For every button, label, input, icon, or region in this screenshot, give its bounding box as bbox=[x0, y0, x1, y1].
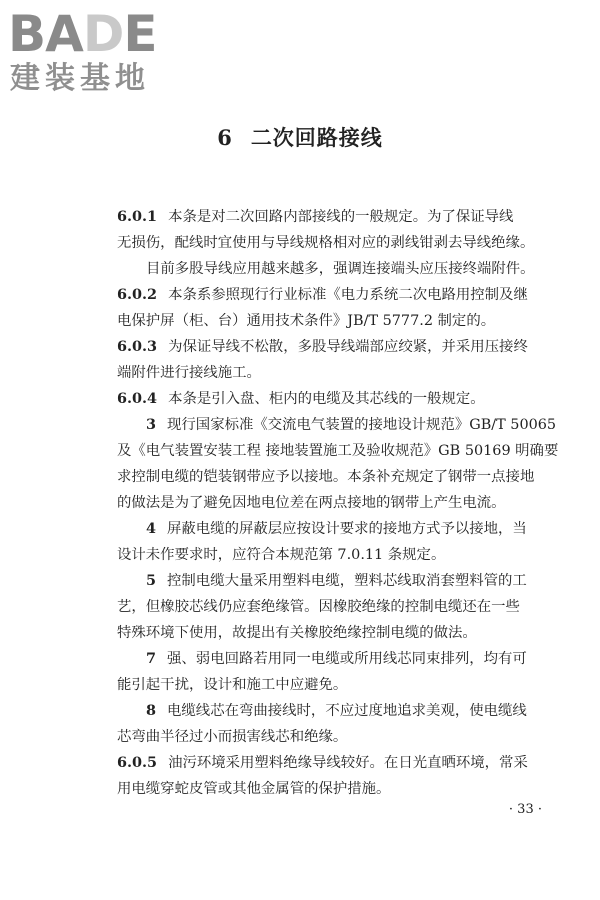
paragraph-line: 求控制电缆的铠装钢带应予以接地。本条补充规定了钢带一点接地 bbox=[117, 469, 535, 485]
chapter-number: 6 bbox=[217, 125, 233, 150]
paragraph-line: 用电缆穿蛇皮管或其他金属管的保护措施。 bbox=[117, 781, 391, 797]
paragraph-line: 芯弯曲半径过小而损害线芯和绝缘。 bbox=[117, 729, 348, 745]
paragraph-line: 设计未作要求时，应符合本规范第 7.0.11 条规定。 bbox=[117, 547, 446, 563]
body-text bbox=[117, 204, 563, 802]
logo-wordmark: BADE bbox=[8, 5, 157, 63]
paragraph-line: 3 现行国家标准《交流电气装置的接地设计规范》GB/T 50065 bbox=[146, 416, 557, 433]
paragraph-line: 8 电缆线芯在弯曲接线时，不应过度地追求美观，使电缆线 bbox=[146, 702, 527, 719]
paragraph-line: 能引起干扰，设计和施工中应避免。 bbox=[117, 677, 348, 693]
item-number: 3 bbox=[146, 416, 157, 433]
paragraph-line: 的做法是为了避免因地电位差在两点接地的钢带上产生电流。 bbox=[117, 495, 506, 511]
paragraph-line: 6.0.4 本条是引入盘、柜内的电缆及其芯线的一般规定。 bbox=[117, 390, 485, 407]
paragraph-line: 及《电气装置安装工程 接地装置施工及验收规范》GB 50169 明确要 bbox=[117, 443, 559, 459]
logo-subtitle: 建装基地 bbox=[10, 61, 150, 96]
chapter-title bbox=[0, 124, 600, 152]
paragraph-line: 无损伤，配线时宜使用与导线规格相对应的剥线钳剥去导线绝缘。 bbox=[117, 235, 535, 251]
section-number: 6.0.3 bbox=[117, 338, 158, 355]
paragraph-line: 6.0.1 本条是对二次回路内部接线的一般规定。为了保证导线 bbox=[117, 208, 514, 225]
paragraph-line: 端附件进行接线施工。 bbox=[117, 365, 261, 381]
paragraph-line: 6.0.5 油污环境采用塑料绝缘导线较好。在日光直晒环境，常采 bbox=[117, 754, 528, 771]
paragraph-line: 电保护屏（柜、台）通用技术条件》JB/T 5777.2 制定的。 bbox=[117, 313, 496, 329]
paragraph-line: 5 控制电缆大量采用塑料电缆，塑料芯线取消套塑料管的工 bbox=[146, 572, 527, 589]
paragraph-line: 目前多股导线应用越来越多，强调连接端头应压接终端附件。 bbox=[146, 261, 535, 277]
item-number: 5 bbox=[146, 572, 157, 589]
item-number: 8 bbox=[146, 702, 157, 719]
item-number: 7 bbox=[146, 650, 157, 667]
section-number: 6.0.5 bbox=[117, 754, 158, 771]
paragraph-line: 艺，但橡胶芯线仍应套绝缘管。因橡胶绝缘的控制电缆还在一些 bbox=[117, 599, 520, 615]
section-number: 6.0.2 bbox=[117, 286, 158, 303]
page-number: · 33 · bbox=[508, 802, 542, 817]
paragraph-line: 6.0.2 本条系参照现行行业标准《电力系统二次电路用控制及继 bbox=[117, 286, 528, 303]
paragraph-line: 特殊环境下使用，故提出有关橡胶绝缘控制电缆的做法。 bbox=[117, 625, 477, 641]
section-number: 6.0.4 bbox=[117, 390, 158, 407]
paragraph-line: 6.0.3 为保证导线不松散，多股导线端部应绞紧，并采用压接终 bbox=[117, 338, 528, 355]
bade-logo bbox=[8, 6, 178, 98]
item-number: 4 bbox=[146, 520, 157, 537]
paragraph-line: 4 屏蔽电缆的屏蔽层应按设计要求的接地方式予以接地，当 bbox=[146, 520, 527, 537]
chapter-heading: 二次回路接线 bbox=[250, 125, 383, 150]
section-number: 6.0.1 bbox=[117, 208, 158, 225]
paragraph-line: 7 强、弱电回路若用同一电缆或所用线芯同束排列，均有可 bbox=[146, 650, 527, 667]
